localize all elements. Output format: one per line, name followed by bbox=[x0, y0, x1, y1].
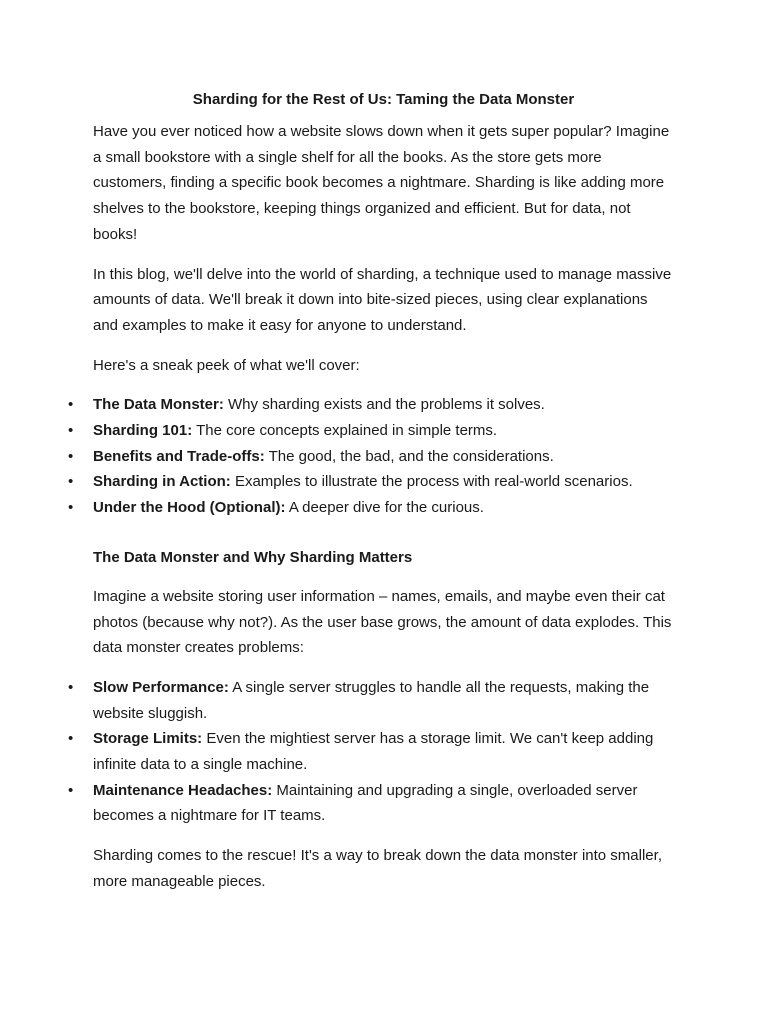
list-item bbox=[93, 495, 674, 521]
section-paragraph: Imagine a website storing user information – names, emails, and maybe even their cat photos (because why not?). As the user base grows, the amount of data explodes. This data monster creates problems: bbox=[93, 587, 672, 657]
list-item-text: A single server struggles to handle all the requests, making the website sluggish. bbox=[93, 678, 650, 722]
overview-list bbox=[93, 392, 674, 521]
list-item-text: Even the mightiest server has a storage limit. We can't keep adding infinite data to a single machine. bbox=[93, 730, 654, 774]
list-item bbox=[93, 778, 674, 829]
list-item-text: A deeper dive for the curious. bbox=[285, 499, 484, 517]
intro-paragraph-1: Have you ever noticed how a website slows down when it gets super popular? Imagine a small bookstore with a single shelf for all the books. As the store gets more customers, finding a specific book becomes a nightmare. Sharding is like adding more shelves to the bookstore, keeping things organized and efficient. But for data, not books! bbox=[93, 123, 670, 243]
list-item bbox=[93, 418, 674, 444]
problem-list bbox=[93, 675, 674, 829]
section-heading: The Data Monster and Why Sharding Matters bbox=[93, 548, 413, 566]
list-item-text: The core concepts explained in simple terms. bbox=[192, 422, 498, 440]
list-item bbox=[93, 726, 674, 777]
list-item-term: Slow Performance: bbox=[93, 678, 229, 696]
list-item bbox=[93, 392, 674, 418]
list-item-text: Examples to illustrate the process with real-world scenarios. bbox=[230, 473, 633, 491]
document-title: Sharding for the Rest of Us: Taming the Data Monster bbox=[192, 91, 575, 108]
list-item-term: Sharding 101: bbox=[93, 422, 193, 440]
list-item bbox=[93, 444, 674, 470]
list-item-text: Maintaining and upgrading a single, overloaded server becomes a nightmare for IT teams. bbox=[93, 781, 638, 825]
list-item bbox=[93, 675, 674, 726]
list-item-text: Why sharding exists and the problems it solves. bbox=[223, 396, 545, 414]
list-item bbox=[93, 469, 674, 495]
list-item-term: Storage Limits: bbox=[93, 730, 203, 748]
list-item-term: Under the Hood (Optional): bbox=[93, 499, 286, 517]
closing-paragraph: Sharding comes to the rescue! It's a way to break down the data monster into smaller, more manageable pieces. bbox=[93, 847, 662, 890]
list-item-text: The good, the bad, and the considerations. bbox=[264, 447, 554, 465]
list-item-term: Maintenance Headaches: bbox=[93, 781, 273, 799]
intro-paragraph-3: Here's a sneak peek of what we'll cover: bbox=[93, 356, 360, 374]
intro-paragraph-2: In this blog, we'll delve into the world of sharding, a technique used to manage massive amounts of data. We'll break it down into bite-sized pieces, using clear explanations and examples to make it easy for anyone to understand. bbox=[93, 265, 672, 334]
list-item-term: Sharding in Action: bbox=[93, 473, 231, 491]
list-item-term: The Data Monster: bbox=[93, 396, 224, 414]
list-item-term: Benefits and Trade-offs: bbox=[93, 447, 265, 465]
